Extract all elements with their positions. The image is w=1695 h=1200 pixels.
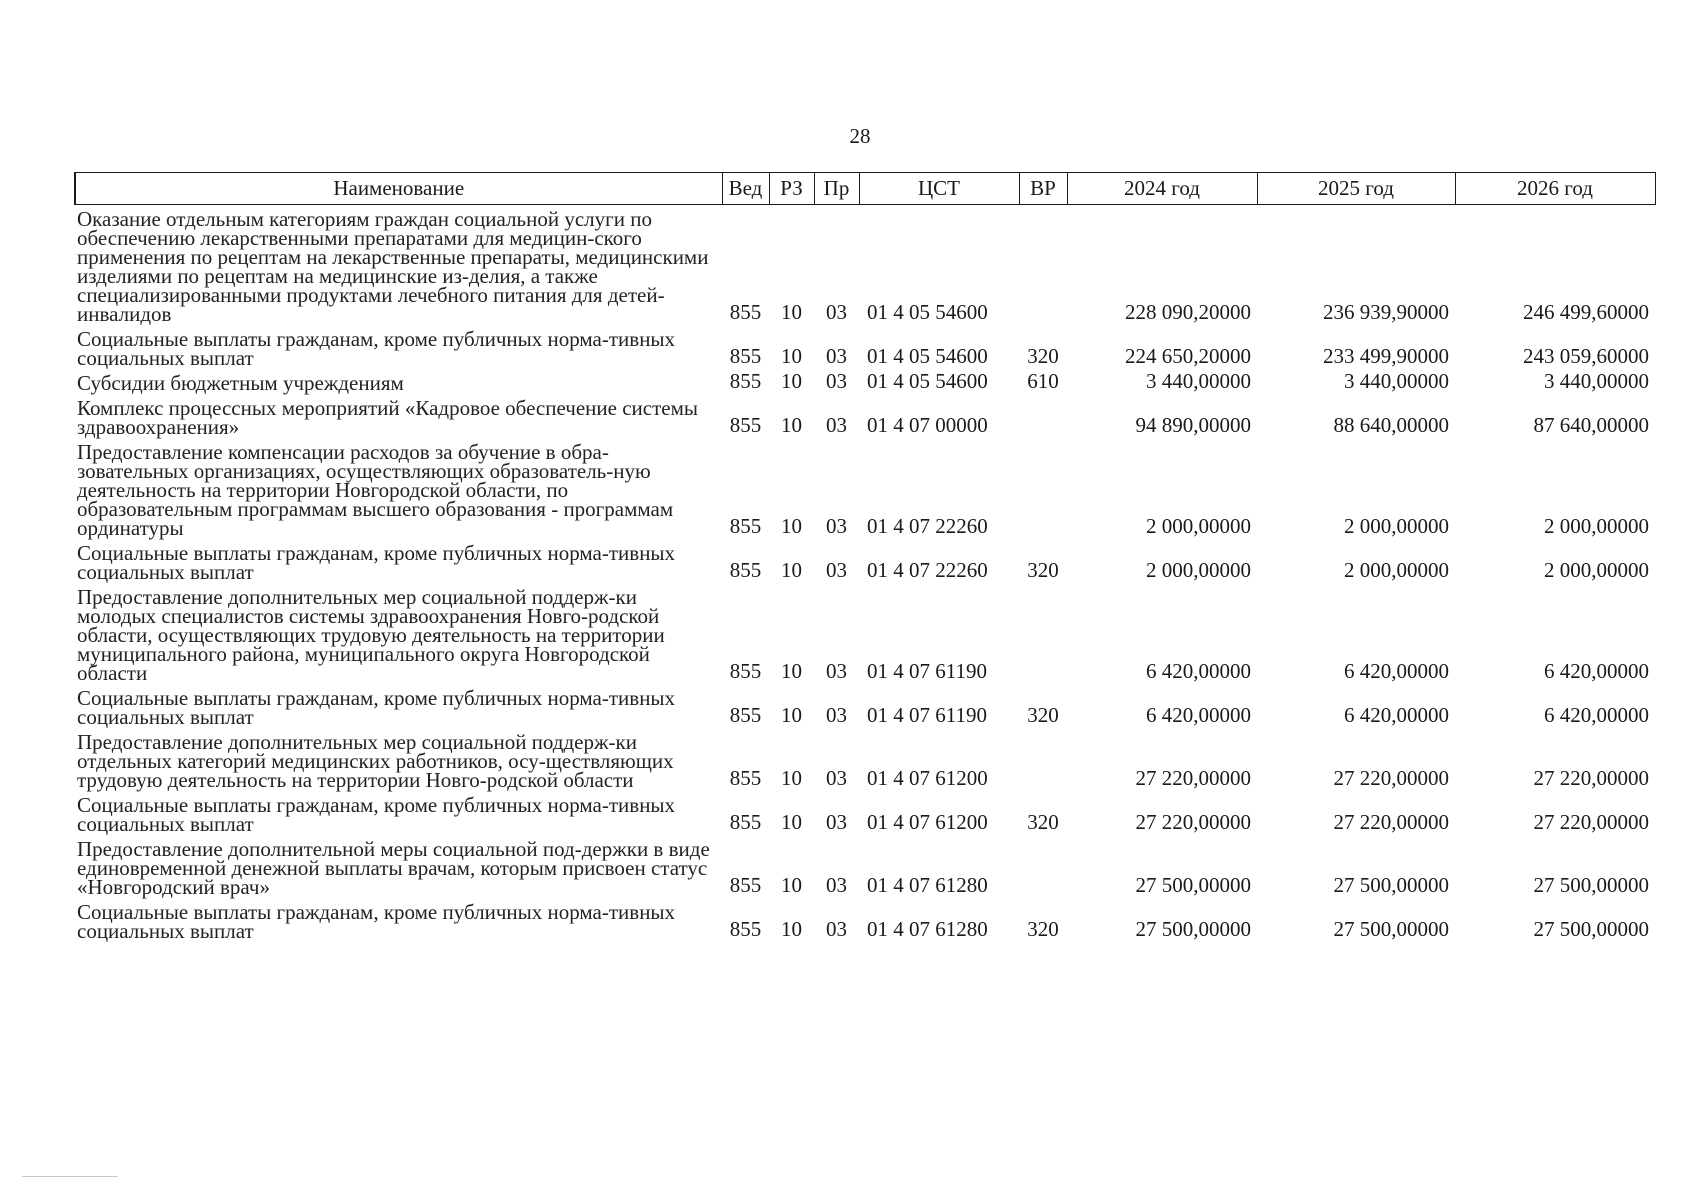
header-2024: 2024 год [1067, 173, 1257, 205]
row-2025: 2 000,00000 [1344, 514, 1449, 538]
row-2025: 27 220,00000 [1333, 810, 1449, 834]
row-pr: 03 [826, 369, 847, 393]
row-cst: 01 4 07 22260 [867, 514, 988, 538]
row-name: Предоставление дополнительных мер социальной поддерж-ки отдельных категорий медицинских работников, осу-ществляющих трудовую деятельность на территории Новго-родской области [77, 730, 674, 792]
row-rz: 10 [781, 810, 802, 834]
row-vr [1019, 205, 1067, 326]
row-2024: 3 440,00000 [1146, 369, 1251, 393]
row-pr: 03 [826, 766, 847, 790]
row-2024: 94 890,00000 [1135, 413, 1251, 437]
row-name: Субсидии бюджетным учреждениям [77, 371, 404, 395]
row-rz: 10 [781, 300, 802, 324]
row-pr: 03 [826, 659, 847, 683]
row-2026: 27 500,00000 [1533, 917, 1649, 941]
row-ved: 855 [729, 810, 762, 834]
row-2024: 27 500,00000 [1135, 917, 1251, 941]
row-pr: 03 [826, 344, 847, 368]
table-row [75, 791, 1655, 835]
row-name: Социальные выплаты гражданам, кроме публичных норма-тивных социальных выплат [77, 900, 676, 943]
row-2026: 27 500,00000 [1533, 873, 1649, 897]
row-cst: 01 4 07 61280 [867, 873, 988, 897]
row-pr: 03 [826, 810, 847, 834]
row-2024: 6 420,00000 [1146, 703, 1251, 727]
row-rz: 10 [781, 659, 802, 683]
row-name: Социальные выплаты гражданам, кроме публичных норма-тивных социальных выплат [77, 686, 676, 729]
table-row [75, 325, 1655, 369]
row-name: Социальные выплаты гражданам, кроме публичных норма-тивных социальных выплат [77, 793, 676, 836]
header-rz: РЗ [769, 173, 814, 205]
row-2024: 228 090,20000 [1125, 300, 1251, 324]
table-row [75, 539, 1655, 583]
row-vr [1019, 728, 1067, 791]
row-vr: 320 [1027, 810, 1059, 834]
row-pr: 03 [826, 558, 847, 582]
row-ved: 855 [729, 344, 762, 368]
row-2024: 2 000,00000 [1146, 558, 1251, 582]
row-name: Социальные выплаты гражданам, кроме публичных норма-тивных социальных выплат [77, 541, 676, 584]
row-ved: 855 [729, 703, 762, 727]
row-2025: 6 420,00000 [1344, 703, 1449, 727]
row-vr [1019, 394, 1067, 438]
scan-artifact [22, 1176, 118, 1177]
row-name: Социальные выплаты гражданам, кроме публичных норма-тивных социальных выплат [77, 327, 676, 370]
row-cst: 01 4 07 61280 [867, 917, 988, 941]
row-pr: 03 [826, 873, 847, 897]
row-pr: 03 [826, 300, 847, 324]
row-cst: 01 4 07 22260 [867, 558, 988, 582]
row-2024: 6 420,00000 [1146, 659, 1251, 683]
row-2025: 27 500,00000 [1333, 873, 1449, 897]
row-ved: 855 [729, 659, 762, 683]
row-vr [1019, 438, 1067, 539]
row-rz: 10 [781, 766, 802, 790]
table-row [75, 369, 1655, 394]
row-ved: 855 [729, 369, 762, 393]
table-row [75, 438, 1655, 539]
row-rz: 10 [781, 873, 802, 897]
page-number: 28 [849, 124, 871, 148]
row-vr [1019, 583, 1067, 684]
table-row [75, 583, 1655, 684]
row-2026: 243 059,60000 [1523, 344, 1649, 368]
row-vr: 320 [1027, 344, 1059, 368]
row-2025: 6 420,00000 [1344, 659, 1449, 683]
row-2026: 6 420,00000 [1544, 703, 1649, 727]
table-body [75, 205, 1655, 943]
row-2026: 6 420,00000 [1544, 659, 1649, 683]
row-pr: 03 [826, 917, 847, 941]
row-name: Комплекс процессных мероприятий «Кадровое обеспечение системы здравоохранения» [77, 396, 698, 439]
row-rz: 10 [781, 369, 802, 393]
table-row [75, 684, 1655, 728]
table-row [75, 835, 1655, 898]
row-name: Предоставление компенсации расходов за обучение в обра-зовательных организациях, осуществляющих образователь-ную деятельность на территории Новгородской области, по образовательным программам высшего образования - программам ординатуры [77, 440, 674, 540]
budget-table [74, 172, 1656, 942]
table-row [75, 394, 1655, 438]
header-ved: Вед [722, 173, 769, 205]
row-ved: 855 [729, 766, 762, 790]
row-2025: 88 640,00000 [1333, 413, 1449, 437]
row-pr: 03 [826, 413, 847, 437]
row-pr: 03 [826, 514, 847, 538]
header-vr: ВР [1019, 173, 1067, 205]
row-name: Предоставление дополнительных мер социальной поддерж-ки молодых специалистов системы здравоохранения Новго-родской области, осуществляющих трудовую деятельность на территории муниципального района, муниципального округа Новгородской области [77, 585, 665, 685]
row-cst: 01 4 07 61200 [867, 766, 988, 790]
row-ved: 855 [729, 873, 762, 897]
row-cst: 01 4 07 00000 [867, 413, 988, 437]
row-rz: 10 [781, 514, 802, 538]
row-2025: 3 440,00000 [1344, 369, 1449, 393]
row-cst: 01 4 05 54600 [867, 344, 988, 368]
row-2025: 27 220,00000 [1333, 766, 1449, 790]
row-2025: 236 939,90000 [1323, 300, 1449, 324]
row-2024: 2 000,00000 [1146, 514, 1251, 538]
row-rz: 10 [781, 558, 802, 582]
header-cst: ЦСТ [859, 173, 1019, 205]
row-ved: 855 [729, 558, 762, 582]
row-vr [1019, 835, 1067, 898]
row-ved: 855 [729, 514, 762, 538]
row-cst: 01 4 07 61190 [867, 659, 987, 683]
row-name: Оказание отдельным категориям граждан социальной услуги по обеспечению лекарственными препаратами для медицин-ского применения по рецептам на лекарственные препараты, медицинскими изделиями по рецептам на медицинские из-делия, а также специализированными продуктами лечебного питания для детей-инвалидов [77, 207, 709, 326]
row-rz: 10 [781, 917, 802, 941]
row-cst: 01 4 07 61190 [867, 703, 987, 727]
row-2026: 3 440,00000 [1544, 369, 1649, 393]
row-2026: 2 000,00000 [1544, 514, 1649, 538]
row-2026: 87 640,00000 [1533, 413, 1649, 437]
row-rz: 10 [781, 413, 802, 437]
header-name: Наименование [75, 173, 722, 205]
row-name: Предоставление дополнительной меры социальной под-держки в виде единовременной денежной выплаты врачам, которым присвоен статус «Новгородский врач» [77, 837, 710, 899]
row-cst: 01 4 05 54600 [867, 300, 988, 324]
row-vr: 610 [1027, 369, 1059, 393]
header-pr: Пр [814, 173, 859, 205]
row-2026: 27 220,00000 [1533, 810, 1649, 834]
row-2026: 27 220,00000 [1533, 766, 1649, 790]
table-row [75, 728, 1655, 791]
row-rz: 10 [781, 703, 802, 727]
row-2025: 27 500,00000 [1333, 917, 1449, 941]
row-2024: 27 500,00000 [1135, 873, 1251, 897]
header-2026: 2026 год [1455, 173, 1655, 205]
row-2025: 2 000,00000 [1344, 558, 1449, 582]
row-2024: 27 220,00000 [1135, 766, 1251, 790]
row-rz: 10 [781, 344, 802, 368]
row-ved: 855 [729, 300, 762, 324]
row-cst: 01 4 07 61200 [867, 810, 988, 834]
table-row [75, 898, 1655, 942]
row-2024: 224 650,20000 [1125, 344, 1251, 368]
table-header [75, 173, 1655, 205]
row-ved: 855 [729, 413, 762, 437]
header-2025: 2025 год [1257, 173, 1455, 205]
row-cst: 01 4 05 54600 [867, 369, 988, 393]
row-2026: 2 000,00000 [1544, 558, 1649, 582]
row-pr: 03 [826, 703, 847, 727]
row-vr: 320 [1027, 917, 1059, 941]
row-vr: 320 [1027, 558, 1059, 582]
table-row [75, 205, 1655, 326]
row-ved: 855 [729, 917, 762, 941]
row-2026: 246 499,60000 [1523, 300, 1649, 324]
row-2024: 27 220,00000 [1135, 810, 1251, 834]
row-vr: 320 [1027, 703, 1059, 727]
row-2025: 233 499,90000 [1323, 344, 1449, 368]
